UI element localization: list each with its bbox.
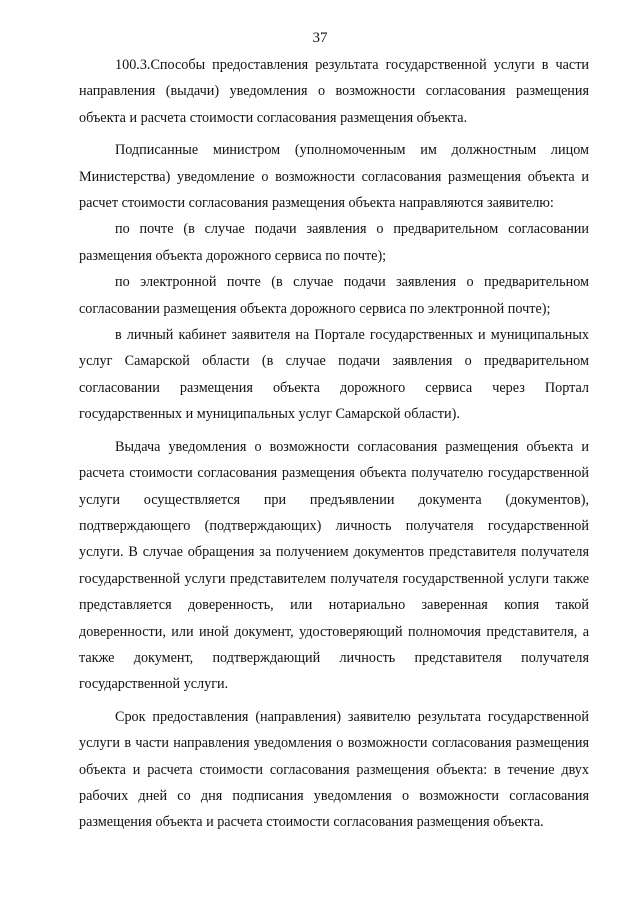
paragraph-deadline: Срок предоставления (направления) заявителю результата государственной услуги в части направления уведомления о возможности согласования размещения объекта и расчета стоимости согласования размещения объекта: в течение двух рабочих дней со дня подписания уведомления о возможности согласования размещения объекта и расчета стоимости согласования размещения объекта.: [79, 708, 589, 831]
paragraph-methods-of-result: 100.3.Способы предоставления результата государственной услуги в части направления (выдачи) уведомления о возможности согласования размещения объекта и расчета стоимости согласования размещения объекта.: [79, 57, 589, 126]
page-number: 37: [312, 30, 328, 46]
paragraph-issuance: Выдача уведомления о возможности согласования размещения объекта и расчета стоимости согласования размещения объекта получателю государственной услуги осуществляется при предъявлении документа (документов), подтверждающего (подтверждающих) личность получателя государственной услуги. В случае обращения за получением документов представителя получателя государственной услуги представителем получателя государственной услуги также представляется доверенность, или нотариально заверенная копия такой доверенности, или иной документ, удостоверяющий полномочия представителя, а также документ, подтверждающий личность представителя получателя государственной услуги.: [79, 438, 589, 693]
paragraph-by-email: по электронной почте (в случае подачи заявления о предварительном согласовании размещения объекта дорожного сервиса по электронной почте);: [79, 274, 589, 317]
paragraph-personal-cabinet: в личный кабинет заявителя на Портале государственных и муниципальных услуг Самарской области (в случае подачи заявления о предварительном согласовании размещения объекта дорожного сервиса через Портал государственных и муниципальных услуг Самарской области).: [79, 327, 589, 423]
paragraph-by-mail: по почте (в случае подачи заявления о предварительном согласовании размещения объекта дорожного сервиса по почте);: [79, 221, 589, 264]
document-body: [79, 52, 589, 836]
paragraph-signed-notification: Подписанные министром (уполномоченным им должностным лицом Министерства) уведомление о возможности согласования размещения объекта и расчет стоимости согласования размещения объекта направляются заявителю:: [79, 142, 589, 212]
